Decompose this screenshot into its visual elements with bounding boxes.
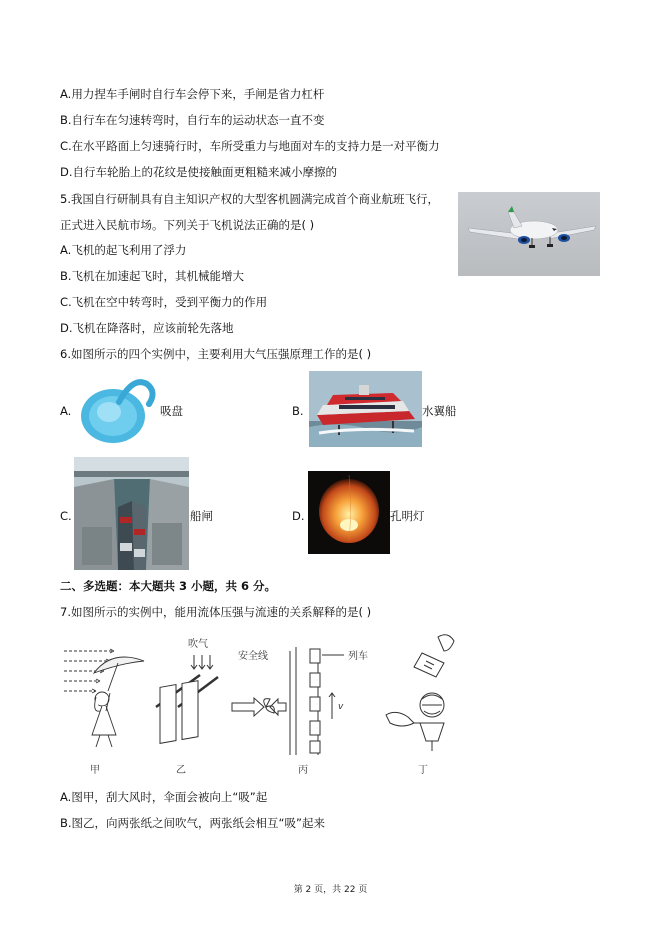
- figure-label-ding: 丁: [418, 765, 428, 776]
- figure-jia-umbrella: [64, 649, 144, 747]
- q7-stem: 7.如图所示的实例中，能用流体压强与流速的关系解释的是( ): [60, 605, 372, 619]
- q7-option-a: A.图甲，刮大风时，伞面会被向上“吸”起: [60, 790, 268, 804]
- q5-option-d: D.飞机在降落时，应该前轮先落地: [60, 321, 234, 335]
- airplane-image: [458, 192, 600, 276]
- q6-option-a-caption: 吸盘: [160, 404, 183, 418]
- page-footer: 第 2 页，共 22 页: [293, 885, 368, 895]
- q4-option-d: D.自行车轮胎上的花纹是使接触面更粗糙来减小摩擦的: [60, 165, 338, 179]
- q7-option-b: B.图乙，向两张纸之间吹气，两张纸会相互“吸”起来: [60, 816, 325, 830]
- q4-option-c: C.在水平路面上匀速骑行时，车所受重力与地面对车的支持力是一对平衡力: [60, 139, 440, 153]
- q6-stem: 6.如图所示的四个实例中，主要利用大气压强原理工作的是( ): [60, 347, 372, 361]
- q6-option-d-letter: D.: [292, 509, 305, 523]
- figure-label-safety-line: 安全线: [238, 651, 268, 662]
- suction-cup-image: [73, 372, 163, 448]
- figure-yi-papers: [156, 655, 218, 743]
- hydrofoil-image: [309, 371, 422, 447]
- q5-stem-line1: 5.我国自行研制具有自主知识产权的大型客机圆满完成首个商业航班飞行，: [60, 192, 439, 206]
- section-heading-multiple-choice: 二、多选题：本大题共 3 小题，共 6 分。: [60, 579, 277, 593]
- figure-label-bing: 丙: [298, 765, 308, 776]
- figure-label-train: 列车: [348, 651, 368, 662]
- q4-option-a: A.用力捏车手闸时自行车会停下来，手闸是省力杠杆: [60, 87, 325, 101]
- figure-label-v: v: [338, 702, 344, 712]
- q6-option-c-letter: C.: [60, 509, 72, 523]
- q6-option-d-caption: 孔明灯: [390, 509, 425, 523]
- q5-stem-line2: 正式进入民航市场。下列关于飞机说法正确的是( ): [60, 218, 315, 232]
- q5-option-b: B.飞机在加速起飞时，其机械能增大: [60, 269, 245, 283]
- figure-ding-funnel: [386, 635, 454, 751]
- figure-label-yi: 乙: [176, 765, 186, 776]
- ship-lock-image: [74, 457, 189, 570]
- figure-label-blow: 吹气: [188, 639, 208, 650]
- q6-option-a-letter: A.: [60, 404, 72, 418]
- q7-figure: [60, 627, 470, 779]
- figure-bing-train: [232, 647, 344, 755]
- figure-label-jia: 甲: [90, 765, 100, 776]
- q5-option-a: A.飞机的起飞利用了浮力: [60, 243, 187, 257]
- q5-option-c: C.飞机在空中转弯时，受到平衡力的作用: [60, 295, 268, 309]
- q6-option-b-caption: 水翼船: [422, 404, 457, 418]
- sky-lantern-image: [308, 471, 390, 554]
- q6-option-b-letter: B.: [292, 404, 304, 418]
- q4-option-b: B.自行车在匀速转弯时，自行车的运动状态一直不变: [60, 113, 325, 127]
- q6-option-c-caption: 船闸: [190, 509, 213, 523]
